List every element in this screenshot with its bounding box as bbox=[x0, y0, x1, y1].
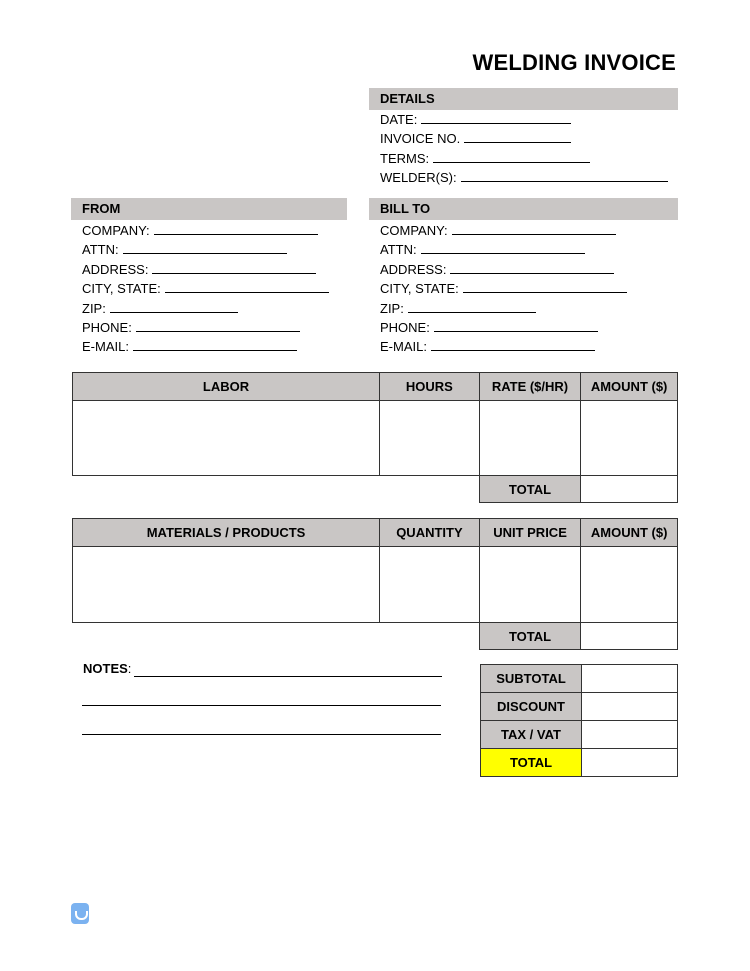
from-city-state-field[interactable] bbox=[82, 279, 329, 298]
invoice-title: WELDING INVOICE bbox=[472, 50, 676, 75]
labor-total-label: TOTAL bbox=[479, 476, 581, 503]
invoice-no-input-line[interactable] bbox=[464, 129, 571, 143]
bill-company-field[interactable] bbox=[380, 221, 627, 240]
labor-rate-cell[interactable] bbox=[479, 401, 581, 476]
from-attn-input-line[interactable] bbox=[123, 240, 287, 254]
from-email-field[interactable] bbox=[82, 337, 329, 356]
date-label: DATE: bbox=[380, 112, 418, 127]
bill-email-field[interactable] bbox=[380, 337, 627, 356]
from-attn-label: ATTN: bbox=[82, 242, 119, 258]
bill-attn-input-line[interactable] bbox=[421, 240, 585, 254]
materials-col-header: MATERIALS / PRODUCTS bbox=[73, 519, 380, 547]
labor-header-row bbox=[73, 373, 678, 401]
from-city-state-input-line[interactable] bbox=[165, 279, 329, 293]
bill-city-state-label: CITY, STATE: bbox=[380, 281, 459, 297]
details-header: DETAILS bbox=[369, 88, 678, 110]
from-phone-label: PHONE: bbox=[82, 319, 132, 335]
from-address-label: ADDRESS: bbox=[82, 261, 149, 277]
notes-line-2[interactable] bbox=[82, 705, 441, 706]
bill-city-state-input-line[interactable] bbox=[463, 279, 627, 293]
materials-total-value[interactable] bbox=[581, 623, 678, 650]
bill-email-label: E-MAIL: bbox=[380, 339, 427, 355]
materials-amount-cell[interactable] bbox=[581, 547, 678, 623]
bill-company-input-line[interactable] bbox=[452, 221, 616, 235]
bill-address-label: ADDRESS: bbox=[380, 261, 447, 277]
grand-total-label: TOTAL bbox=[481, 749, 582, 777]
subtotal-label: SUBTOTAL bbox=[481, 665, 582, 693]
discount-row bbox=[481, 693, 678, 721]
notes-label: NOTES bbox=[83, 661, 128, 676]
from-phone-input-line[interactable] bbox=[136, 318, 300, 332]
from-address-input-line[interactable] bbox=[152, 260, 316, 274]
welders-input-line[interactable] bbox=[461, 168, 668, 182]
date-field[interactable] bbox=[380, 110, 668, 129]
invoice-no-field[interactable] bbox=[380, 129, 668, 148]
materials-total-spacer bbox=[73, 623, 480, 650]
from-attn-field[interactable] bbox=[82, 240, 329, 259]
from-header: FROM bbox=[71, 198, 347, 220]
terms-field[interactable] bbox=[380, 149, 668, 168]
from-phone-field[interactable] bbox=[82, 318, 329, 337]
table-row bbox=[73, 547, 678, 623]
from-zip-label: ZIP: bbox=[82, 300, 106, 316]
bill-phone-input-line[interactable] bbox=[434, 318, 598, 332]
bill-to-fields bbox=[380, 221, 627, 357]
hours-col-header: HOURS bbox=[380, 373, 480, 401]
amount-col-header: AMOUNT ($) bbox=[581, 373, 678, 401]
tax-value[interactable] bbox=[582, 721, 678, 749]
labor-col-header: LABOR bbox=[73, 373, 380, 401]
rate-col-header: RATE ($/HR) bbox=[479, 373, 581, 401]
bill-phone-label: PHONE: bbox=[380, 319, 430, 335]
subtotal-row bbox=[481, 665, 678, 693]
from-company-field[interactable] bbox=[82, 221, 329, 240]
bill-address-input-line[interactable] bbox=[450, 260, 614, 274]
materials-amount-col-header: AMOUNT ($) bbox=[581, 519, 678, 547]
bill-phone-field[interactable] bbox=[380, 318, 627, 337]
materials-total-row bbox=[73, 623, 678, 650]
materials-quantity-cell[interactable] bbox=[380, 547, 480, 623]
bill-attn-label: ATTN: bbox=[380, 242, 417, 258]
notes-field bbox=[83, 661, 131, 676]
bill-address-field[interactable] bbox=[380, 260, 627, 279]
bill-zip-label: ZIP: bbox=[380, 300, 404, 316]
labor-table bbox=[72, 372, 678, 503]
welders-label: WELDER(S): bbox=[380, 170, 457, 186]
summary-table bbox=[480, 664, 678, 777]
grand-total-row bbox=[481, 749, 678, 777]
invoice-no-label: INVOICE NO. bbox=[380, 131, 461, 147]
quantity-col-header: QUANTITY bbox=[380, 519, 480, 547]
from-company-label: COMPANY: bbox=[82, 223, 150, 238]
materials-description-cell[interactable] bbox=[73, 547, 380, 623]
unit-price-col-header: UNIT PRICE bbox=[479, 519, 581, 547]
from-fields bbox=[82, 221, 329, 357]
subtotal-value[interactable] bbox=[582, 665, 678, 693]
terms-label: TERMS: bbox=[380, 150, 430, 166]
bill-to-header: BILL TO bbox=[369, 198, 678, 220]
notes-line-1[interactable] bbox=[134, 676, 442, 677]
labor-hours-cell[interactable] bbox=[380, 401, 480, 476]
materials-header-row bbox=[73, 519, 678, 547]
details-fields bbox=[380, 110, 668, 188]
from-zip-field[interactable] bbox=[82, 299, 329, 318]
bill-zip-input-line[interactable] bbox=[408, 299, 536, 313]
tax-row bbox=[481, 721, 678, 749]
grand-total-value[interactable] bbox=[582, 749, 678, 777]
materials-total-label: TOTAL bbox=[479, 623, 581, 650]
from-address-field[interactable] bbox=[82, 260, 329, 279]
labor-amount-cell[interactable] bbox=[581, 401, 678, 476]
welders-field[interactable] bbox=[380, 168, 668, 187]
materials-table bbox=[72, 518, 678, 650]
labor-description-cell[interactable] bbox=[73, 401, 380, 476]
from-email-label: E-MAIL: bbox=[82, 339, 129, 355]
notes-line-3[interactable] bbox=[82, 734, 441, 735]
labor-total-row bbox=[73, 476, 678, 503]
discount-label: DISCOUNT bbox=[481, 693, 582, 721]
bill-city-state-field[interactable] bbox=[380, 279, 627, 298]
date-input-line[interactable] bbox=[421, 110, 571, 124]
from-company-input-line[interactable] bbox=[154, 221, 318, 235]
materials-unit-price-cell[interactable] bbox=[479, 547, 581, 623]
from-email-input-line[interactable] bbox=[133, 337, 297, 351]
from-zip-input-line[interactable] bbox=[110, 299, 238, 313]
labor-total-spacer bbox=[73, 476, 480, 503]
from-city-state-label: CITY, STATE: bbox=[82, 281, 161, 297]
bill-attn-field[interactable] bbox=[380, 240, 627, 259]
discount-value[interactable] bbox=[582, 693, 678, 721]
table-row bbox=[73, 401, 678, 476]
bill-zip-field[interactable] bbox=[380, 299, 627, 318]
notes-colon: : bbox=[127, 661, 132, 676]
labor-total-value[interactable] bbox=[581, 476, 678, 503]
terms-input-line[interactable] bbox=[433, 149, 590, 163]
tax-label: TAX / VAT bbox=[481, 721, 582, 749]
app-badge-icon[interactable] bbox=[71, 903, 89, 924]
bill-company-label: COMPANY: bbox=[380, 223, 448, 238]
bill-email-input-line[interactable] bbox=[431, 337, 595, 351]
